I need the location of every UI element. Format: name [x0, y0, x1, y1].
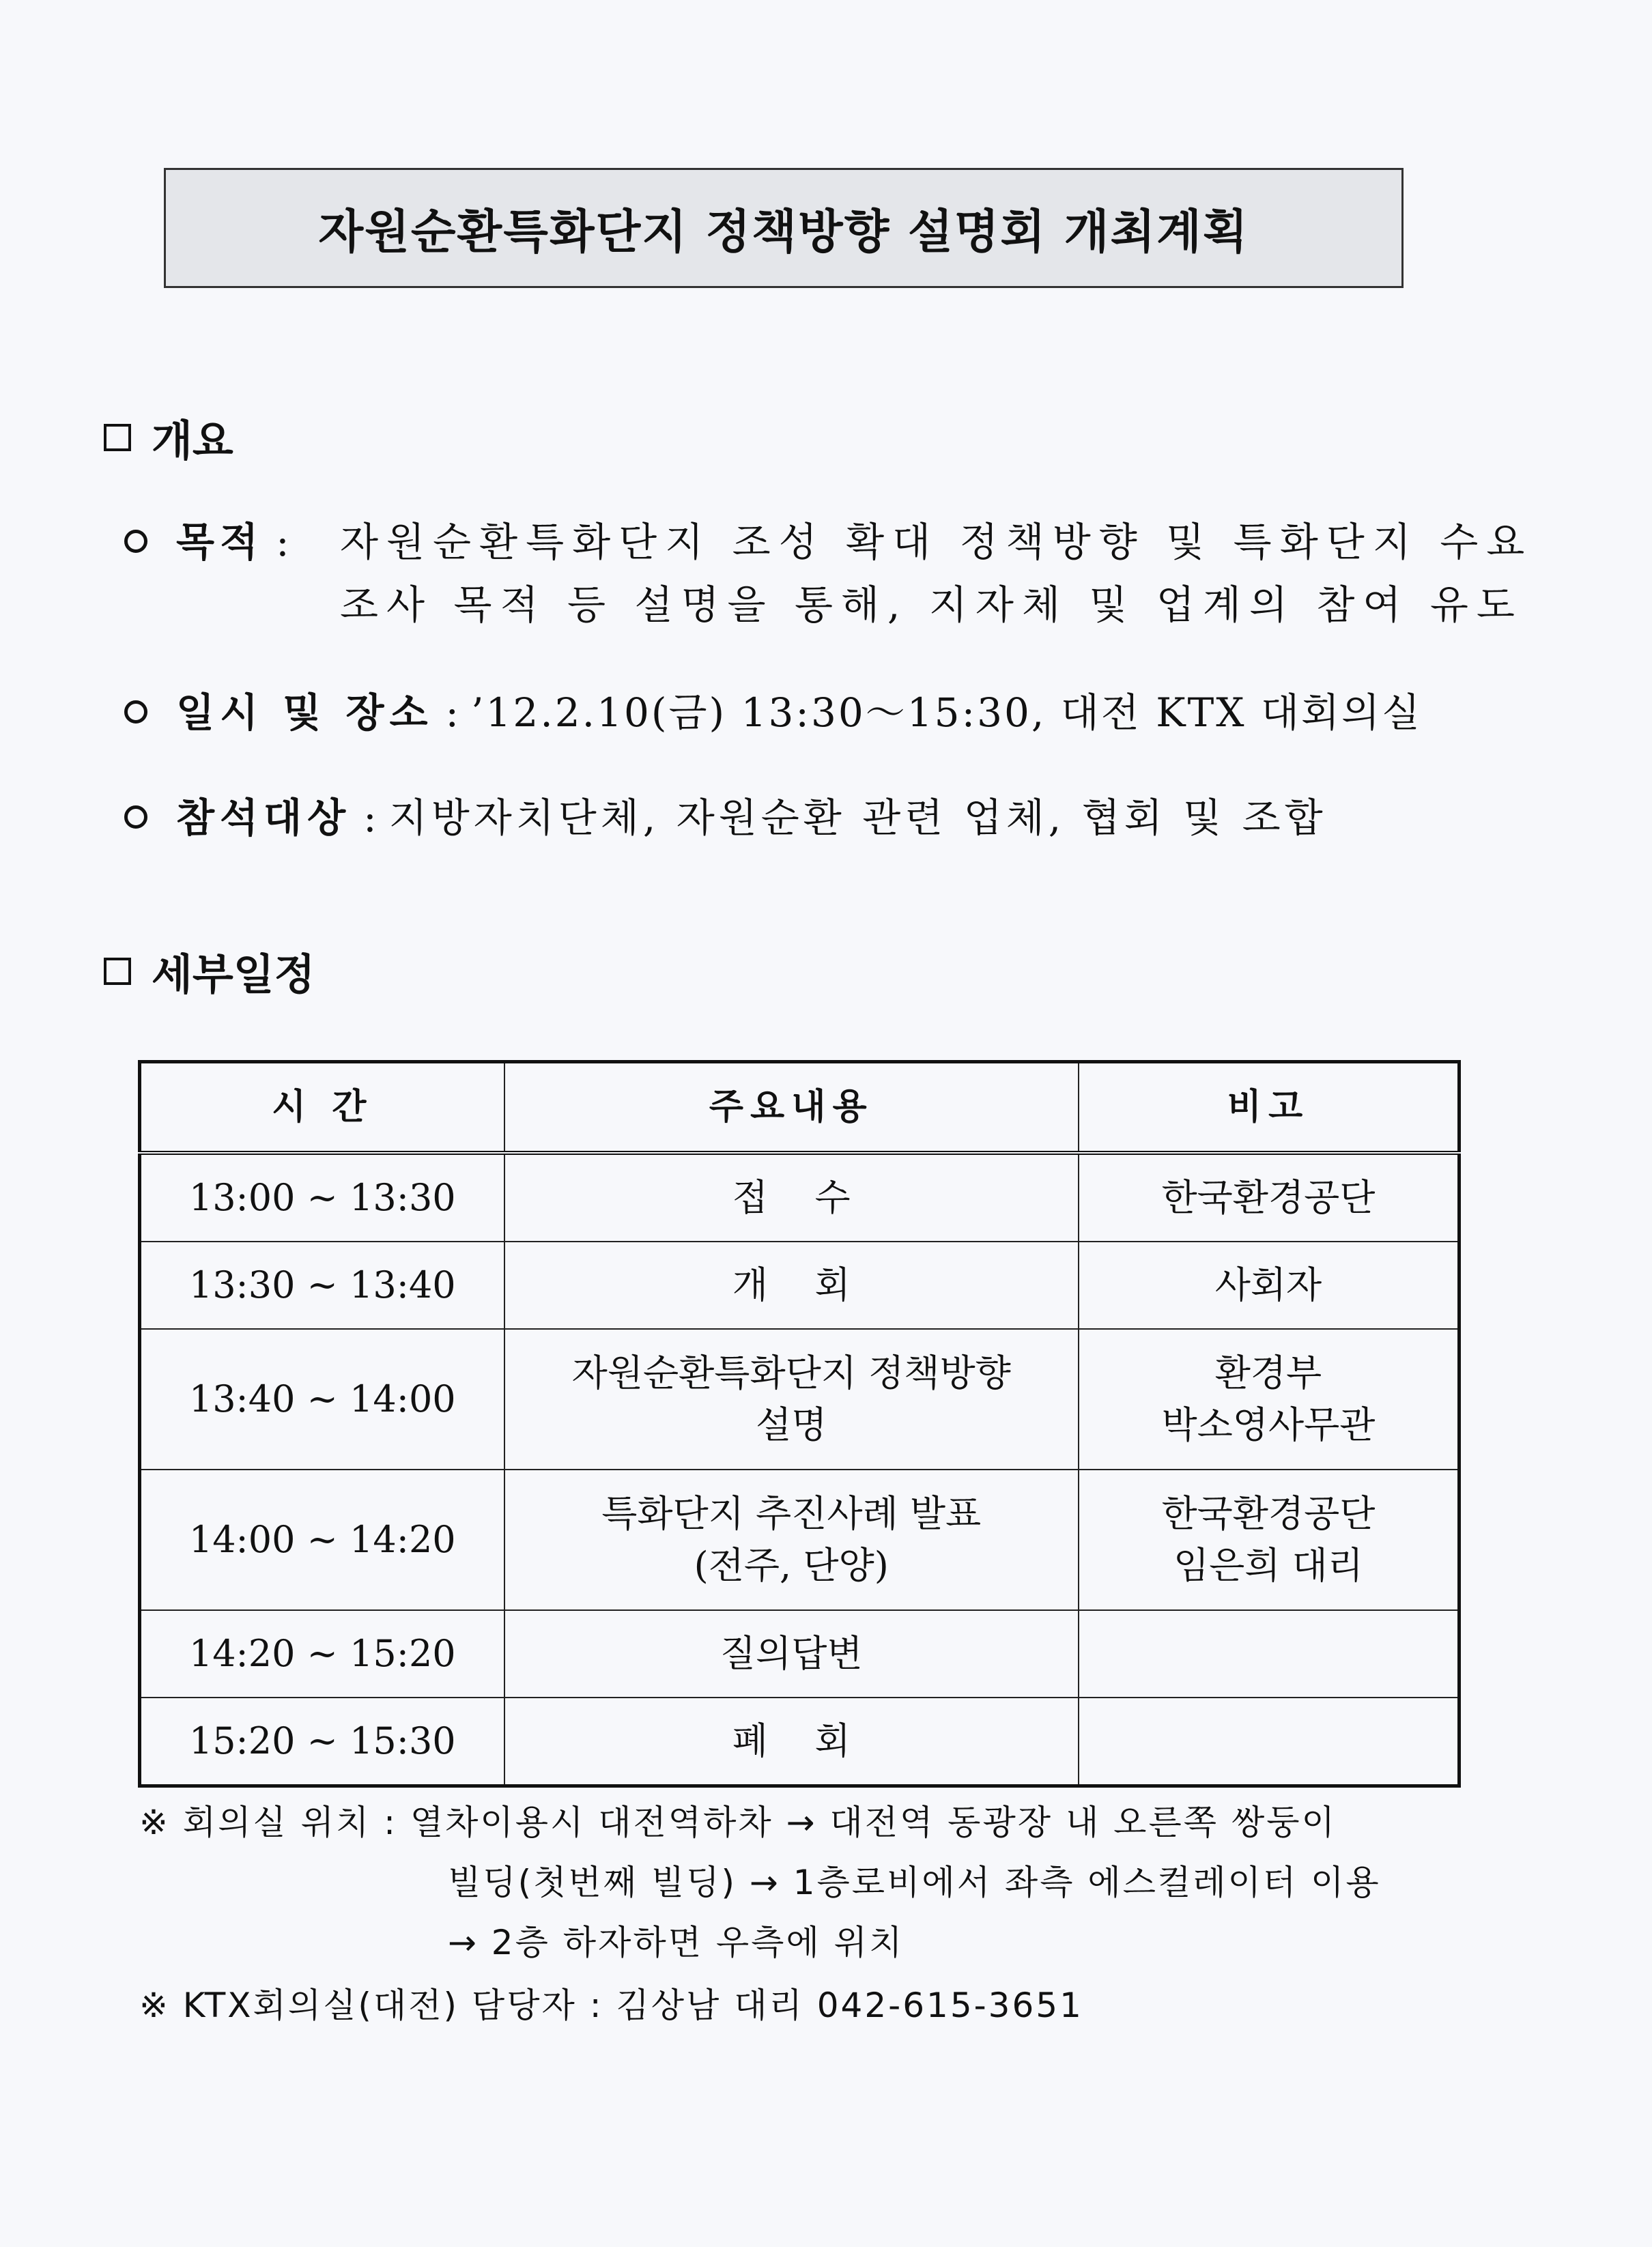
cell-content: [504, 1698, 1079, 1786]
purpose-item: 목적 : 자원순환특화단지 조성 확대 정책방향 및 특화단지 수요 조사 목적 등 설명을 통해, 지자체 및 업계의 참여 유도: [124, 511, 302, 573]
cell-note: [1079, 1698, 1459, 1786]
cell-note-text: 사회자: [1214, 1263, 1322, 1306]
circle-bullet-icon: [124, 530, 147, 553]
cell-note-text: 환경부: [1214, 1351, 1322, 1394]
table-row: [140, 1698, 1459, 1786]
table-row: [140, 1470, 1459, 1610]
circle-bullet-icon: [124, 805, 147, 829]
document-title-box: [164, 168, 1404, 288]
cell-content-text: 자원순환특화단지 정책방향: [571, 1351, 1011, 1394]
cell-time: 13:30 ~ 13:40: [140, 1242, 504, 1329]
table-row: [140, 1610, 1459, 1698]
location-note-line3: → 2층 하자하면 우측에 위치: [448, 1923, 905, 1962]
attendees-item: 참석대상 : 지방자치단체, 자원순환 관련 업체, 협회 및 조합: [124, 786, 1327, 849]
cell-note: [1079, 1153, 1459, 1242]
cell-note: [1079, 1610, 1459, 1698]
location-note-line2: 빌딩(첫번째 빌딩) → 1층로비에서 좌측 에스컬레이터 이용: [448, 1863, 1381, 1902]
section-overview-title: 개요: [152, 416, 233, 466]
table-header-row: [140, 1062, 1459, 1154]
cell-content: [504, 1242, 1079, 1329]
datetime-value: ’12.2.10(금) 13:30～15:30, 대전 KTX 대회의실: [471, 689, 1423, 736]
cell-content-text: (전주, 단양): [694, 1544, 889, 1587]
schedule-table: [138, 1060, 1461, 1788]
cell-note-text: 한국환경공단: [1161, 1176, 1376, 1219]
checkbox-square-icon: [104, 424, 131, 451]
column-header-time: 시 간: [140, 1062, 504, 1154]
table-row: [140, 1329, 1459, 1470]
cell-note: [1079, 1329, 1459, 1470]
cell-content: [504, 1470, 1079, 1610]
circle-bullet-icon: [124, 700, 147, 724]
cell-note: [1079, 1470, 1459, 1610]
section-overview-heading: [104, 407, 233, 468]
cell-content-text: 폐 회: [732, 1719, 851, 1762]
cell-content: [504, 1153, 1079, 1242]
section-schedule-heading: [104, 941, 315, 1001]
cell-content: [504, 1329, 1079, 1470]
cell-time: 13:40 ~ 14:00: [140, 1329, 504, 1470]
datetime-item: 일시 및 장소 : ’12.2.10(금) 13:30～15:30, 대전 KTX 대회의실: [124, 681, 1422, 744]
document-title: 자원순환특화단지 정책방향 설명회 개최계획: [318, 205, 1249, 259]
cell-time: 13:00 ~ 13:30: [140, 1153, 504, 1242]
attendees-value: 지방자치단체, 자원순환 관련 업체, 협회 및 조합: [388, 795, 1327, 841]
cell-time: 15:20 ~ 15:30: [140, 1698, 504, 1786]
datetime-label: 일시 및 장소: [176, 689, 433, 736]
purpose-label: 목적: [176, 519, 264, 565]
cell-content-text: 특화단지 추진사례 발표: [601, 1492, 982, 1535]
cell-content: [504, 1610, 1079, 1698]
table-row: [140, 1242, 1459, 1329]
cell-time: 14:00 ~ 14:20: [140, 1470, 504, 1610]
cell-note-text: 박소영사무관: [1161, 1403, 1376, 1446]
cell-note-text: 한국환경공단: [1161, 1492, 1376, 1535]
column-header-content: 주요내용: [504, 1062, 1079, 1154]
section-schedule-title: 세부일정: [152, 949, 315, 999]
attendees-label: 참석대상: [176, 795, 352, 841]
cell-time: 14:20 ~ 15:20: [140, 1610, 504, 1698]
cell-content-text: 설명: [756, 1403, 827, 1446]
cell-note-text: 임은희 대리: [1173, 1544, 1363, 1587]
purpose-text-line2: 조사 목적 등 설명을 통해, 지자체 및 업계의 참여 유도: [340, 582, 1523, 628]
cell-note: [1079, 1242, 1459, 1329]
cell-content-text: 질의답변: [720, 1632, 863, 1675]
contact-note: ※ KTX회의실(대전) 담당자 : 김상남 대리 042-615-3651: [139, 1986, 1083, 2025]
purpose-text-line1: 자원순환특화단지 조성 확대 정책방향 및 특화단지 수요: [340, 519, 1533, 565]
column-header-note: 비고: [1079, 1062, 1459, 1154]
checkbox-square-icon: [104, 958, 131, 985]
location-note-line1: ※ 회의실 위치 : 열차이용시 대전역하차 → 대전역 동광장 내 오른쪽 쌍둥이: [139, 1803, 1337, 1842]
table-row: [140, 1153, 1459, 1242]
cell-content-text: 개 회: [732, 1263, 851, 1306]
cell-content-text: 접 수: [732, 1176, 851, 1219]
